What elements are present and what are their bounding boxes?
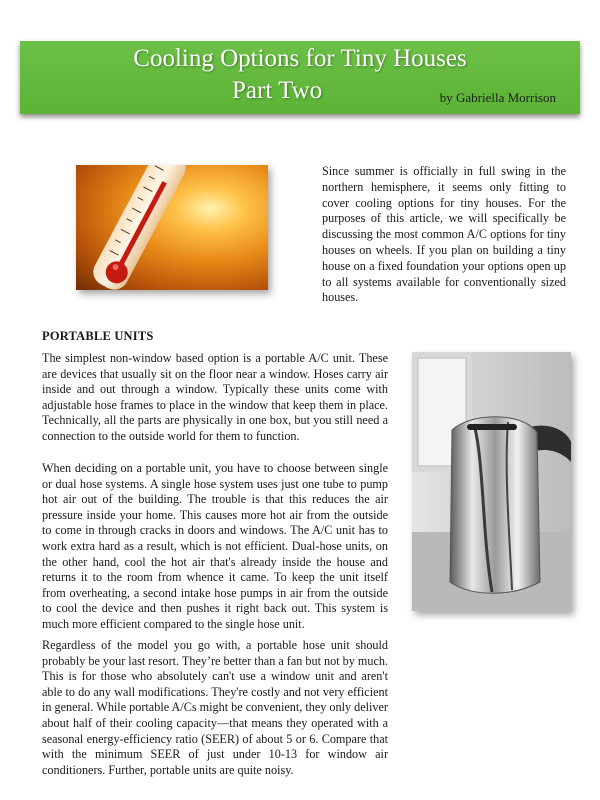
paragraph-1: The simplest non-window based option is a portable A/C unit. These are devices that usually sit on the floor near a window. Hoses carry air inside and out through a window. Typically these units come with adjustable hose frames to place in the window that keep them in place. Technically, all the parts are physically in one box, but you still need a connection to the outside world for them to function. bbox=[42, 351, 388, 443]
thermometer-photo bbox=[76, 165, 268, 290]
page-title: Cooling Options for Tiny Houses bbox=[133, 45, 467, 72]
portable-ac-photo bbox=[412, 352, 571, 611]
intro-paragraph: Since summer is officially in full swing in the northern hemisphere, it seems only fitting to cover cooling options for tiny houses. For the purposes of this article, we will specifically be discussing the most common A/C options for tiny houses on wheels. If you plan on building a tiny house on a fixed foundation your options open up to all systems available for conventionally sized houses. bbox=[322, 164, 566, 305]
paragraph-2: When deciding on a portable unit, you have to choose between single or dual hose systems. A single hose system uses just one tube to pump hot air out of the building. The trouble is that this reduces the air pressure inside your home. This causes more hot air from the outside to come in through cracks in doors and windows. The A/C unit has to work extra hard as a result, which is not efficient. Dual-hose units, on the other hand, cool the hot air that's already inside the house and returns it to the room from whence it came. To keep the unit itself from overheating, a second intake hose pumps in air from the outside to cool the device and then pushes it right back out. This system is much more efficient compared to the single hose unit. bbox=[42, 461, 388, 631]
thermometer-icon bbox=[76, 165, 268, 290]
paragraph-3: Regardless of the model you go with, a portable hose unit should probably be your last resort. They’re better than a fan but not by much. This is for those who absolutely can't use a window unit and aren't able to do any wall modifications. They're costly and not very efficient in general. While portable A/Cs might be convenient, they only deliver about half of their cooling capacity—that means they operated with a seasonal energy-efficiency ratio (SEER) of about 5 or 6. Compare that with the minimum SEER of just under 10-13 for window air conditioners. Further, portable units are quite noisy. bbox=[42, 638, 388, 777]
page-subtitle: Part Two bbox=[232, 77, 323, 104]
portable-ac-icon bbox=[412, 352, 571, 611]
title-banner bbox=[20, 41, 580, 114]
author-byline: by Gabriella Morrison bbox=[439, 90, 556, 105]
section-heading: PORTABLE UNITS bbox=[42, 329, 154, 343]
